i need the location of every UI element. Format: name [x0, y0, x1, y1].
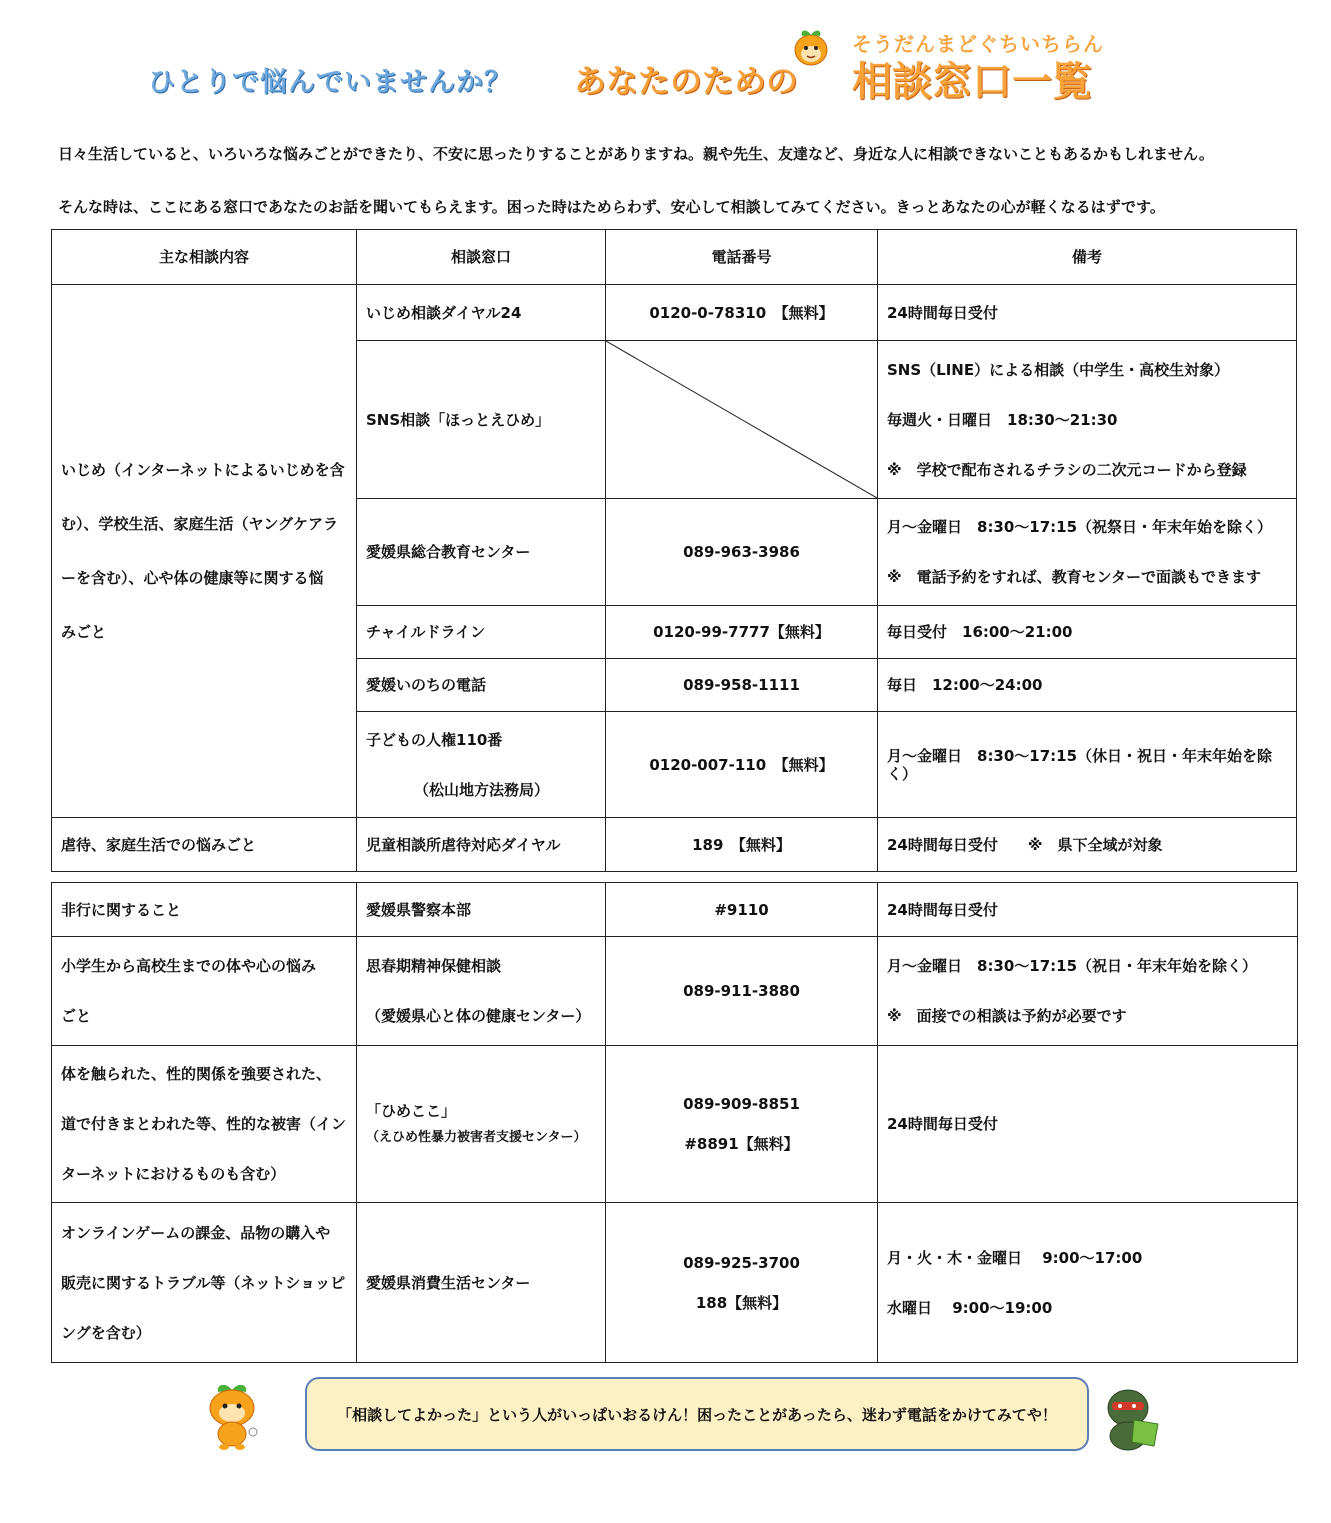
window-cell: 愛媛県消費生活センター: [357, 1203, 606, 1363]
window-cell: チャイルドライン: [357, 606, 606, 659]
phone-cell[interactable]: 0120-007-110 【無料】: [606, 712, 878, 818]
phone-cell[interactable]: 089-963-3986: [606, 499, 878, 606]
phone-cell[interactable]: 0120-99-7777【無料】: [606, 606, 878, 659]
title-ruby: そうだんまどぐちいちらん: [852, 32, 1104, 56]
note-line: ※ 面接での相談は予約が必要です: [887, 1007, 1127, 1025]
consultation-table-2: [51, 882, 1298, 1363]
window-cell: SNS相談「ほっとえひめ」: [357, 341, 606, 499]
phone-line: 089-925-3700: [683, 1253, 800, 1272]
content-line: 販売に関するトラブル等（ネットショッピ: [61, 1273, 346, 1292]
window-cell: 愛媛県警察本部: [357, 883, 606, 937]
phone-cell[interactable]: 189 【無料】: [606, 818, 878, 872]
bullying-content-cell: [52, 285, 357, 818]
content-cell: [52, 1203, 357, 1363]
phone-cell[interactable]: [606, 1203, 878, 1363]
window-cell: 愛媛県総合教育センター: [357, 499, 606, 606]
note-line: 水曜日 9:00～19:00: [887, 1298, 1053, 1317]
window-line: （えひめ性暴力被害者支援センター）: [366, 1130, 587, 1146]
notes-cell: 24時間毎日受付: [878, 883, 1298, 937]
window-line: 「ひめここ」: [366, 1102, 457, 1121]
notes-cell: 24時間毎日受付: [878, 285, 1297, 341]
notes-cell: [878, 1203, 1298, 1363]
window-cell: [357, 1046, 606, 1203]
content-line: みごと: [61, 623, 107, 641]
notes-cell: [878, 937, 1298, 1046]
phone-cell-empty: [606, 341, 878, 499]
subtitle-question: ひとりで悩んでいませんか？: [148, 67, 512, 98]
notes-cell: 毎日 12:00～24:00: [878, 659, 1297, 712]
note-line: 毎週火・日曜日 18:30～21:30: [887, 410, 1118, 429]
window-line: （愛媛県心と体の健康センター）: [366, 1007, 591, 1025]
window-cell: [357, 937, 606, 1046]
speech-bubble: [305, 1377, 1089, 1451]
content-cell: [52, 1046, 357, 1203]
content-line: いじめ（インターネットによるいじめを含: [61, 461, 345, 479]
table-row: [52, 285, 1297, 341]
window-cell: [357, 712, 606, 818]
notes-cell: 24時間毎日受付: [878, 1046, 1298, 1203]
header-content: 主な相談内容: [52, 230, 357, 285]
phone-cell[interactable]: [606, 1046, 878, 1203]
window-cell: 児童相談所虐待対応ダイヤル: [357, 818, 606, 872]
content-line: ターネットにおけるものも含む）: [61, 1165, 286, 1183]
content-line: ングを含む）: [61, 1323, 151, 1342]
content-line: ーを含む）、心や体の健康等に関する悩: [61, 569, 324, 587]
phone-cell[interactable]: #9110: [606, 883, 878, 937]
header-notes: 備考: [878, 230, 1297, 285]
consultation-table-1: [51, 229, 1297, 872]
window-line: 思春期精神保健相談: [366, 957, 502, 975]
content-cell: 非行に関すること: [52, 883, 357, 937]
content-line: ごと: [61, 1007, 92, 1025]
table-header-row: [52, 230, 1297, 285]
window-line: 子どもの人権110番: [366, 730, 503, 749]
note-line: 月～金曜日 8:30～17:15（祝日・年末年始を除く）: [887, 957, 1258, 975]
notes-cell: [878, 499, 1297, 606]
notes-cell: [878, 341, 1297, 499]
table-row: [52, 883, 1298, 937]
window-cell: 愛媛いのちの電話: [357, 659, 606, 712]
note-line: SNS（LINE）による相談（中学生・高校生対象）: [887, 360, 1230, 379]
note-line: 月～金曜日 8:30～17:15（祝祭日・年末年始を除く）: [887, 518, 1273, 536]
content-cell: 虐待、家庭生活での悩みごと: [52, 818, 357, 872]
intro-line-2: そんな時は、ここにある窓口であなたのお話を聞いてもらえます。困った時はためらわず、安心して相談してみてください。きっとあなたの心が軽くなるはずです。: [58, 198, 1165, 216]
title-lead: あなたのための: [574, 62, 799, 100]
notes-cell: 24時間毎日受付 ※ 県下全域が対象: [878, 818, 1297, 872]
content-line: 体を触られた、性的関係を強要された、: [61, 1065, 332, 1083]
table-row: [52, 1046, 1298, 1203]
note-line: 月・火・木・金曜日 9:00～17:00: [887, 1248, 1143, 1267]
phone-line: 188【無料】: [695, 1293, 788, 1312]
content-line: 小学生から高校生までの体や心の悩み: [61, 957, 317, 975]
diagonal-line: [606, 341, 877, 498]
content-line: オンラインゲームの課金、品物の購入や: [61, 1223, 331, 1242]
table-row: [52, 1203, 1298, 1363]
content-line: む）、学校生活、家庭生活（ヤングケアラ: [61, 515, 339, 533]
content-cell: [52, 937, 357, 1046]
page-title: 相談窓口一覧: [852, 59, 1092, 105]
window-cell: いじめ相談ダイヤル24: [357, 285, 606, 341]
window-subline: （松山地方法務局）: [414, 780, 550, 799]
speech-bubble-text: 「相談してよかった」という人がいっぱいおるけん！困ったことがあったら、迷わず電話をかけてみてや！: [337, 1405, 1057, 1424]
dark-mikyan-mascot-icon: [1098, 1384, 1164, 1452]
phone-cell[interactable]: 089-911-3880: [606, 937, 878, 1046]
note-line: ※ 電話予約をすれば、教育センターで面談もできます: [887, 568, 1261, 586]
table-row: [52, 937, 1298, 1046]
mikyan-mascot-icon: [200, 1382, 264, 1450]
phone-cell[interactable]: 089-958-1111: [606, 659, 878, 712]
phone-line: 089-909-8851: [683, 1095, 800, 1113]
phone-line: #8891【無料】: [684, 1135, 799, 1153]
phone-cell[interactable]: 0120-0-78310 【無料】: [606, 285, 878, 341]
content-line: 道で付きまとわれた等、性的な被害（イン: [61, 1115, 347, 1133]
intro-line-1: 日々生活していると、いろいろな悩みごとができたり、不安に思ったりすることがありますね。親や先生、友達など、身近な人に相談できないこともあるかもしれません。: [58, 145, 1214, 163]
header-phone: 電話番号: [606, 230, 878, 285]
note-line: ※ 学校で配布されるチラシの二次元コードから登録: [887, 460, 1247, 479]
notes-cell: 月～金曜日 8:30～17:15（休日・祝日・年末年始を除く）: [878, 712, 1297, 818]
header-window: 相談窓口: [357, 230, 606, 285]
notes-cell: 毎日受付 16:00～21:00: [878, 606, 1297, 659]
table-row: [52, 818, 1297, 872]
